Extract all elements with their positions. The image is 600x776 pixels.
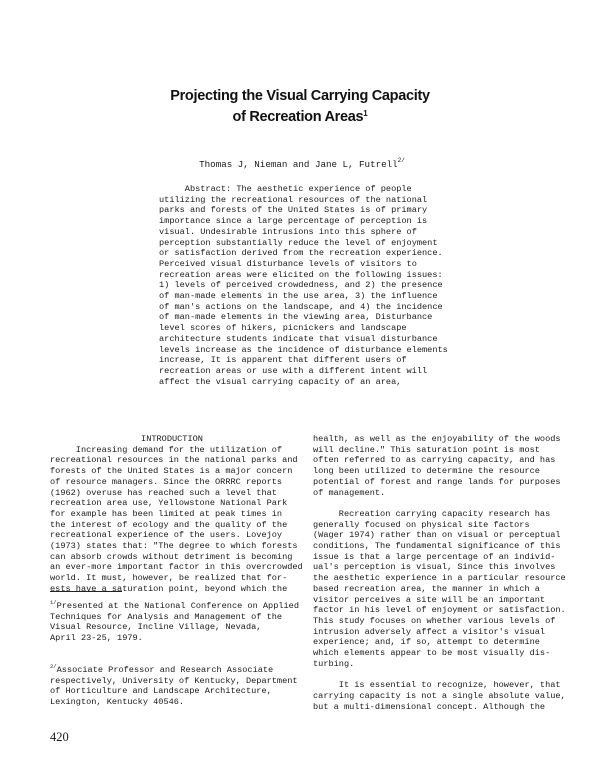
body-line: turbing. [313,658,355,669]
introduction-line: recreation area use, Yellowstone National Park [50,498,288,509]
footnote-2 [50,662,312,708]
abstract-line: increase, It is apparent that different users of [159,355,407,366]
footnote-1-line-1: Techniques for Analysis and Management of the [50,611,283,622]
right-paragraph-3 [313,680,566,712]
introduction-line: of resource managers. Since the ORRRC reports [50,476,283,487]
body-line: generally focused on physical site factors [313,519,530,530]
body-line: experience; and, if so, attempt to determine [313,637,540,648]
abstract-line: Perceived visual disturbance levels of visitors to [159,258,417,269]
footnote-2-first-line [50,662,312,676]
right-column [313,434,566,712]
footnote-1 [50,598,312,644]
footnotes [50,598,312,708]
body-line: issue is that a large percentage of an individ- [313,551,556,562]
footnote-1-line-0: Presented at the National Conference on Applied [56,601,299,611]
body-line: carrying capacity is not a single absolute value, [313,690,566,701]
abstract-line: perception substantially reduce the level of enjoyment [159,237,438,248]
abstract-line: or satisfaction derived from the recreation experience. [159,248,443,259]
footnote-2-line-2: of Horticulture and Landscape Architecture, [50,686,272,697]
footnote-divider [50,591,122,592]
introduction-line: ests have a saturation point, beyond which the [50,583,288,594]
introduction-line: (1962) overuse has reached such a level that [50,487,277,498]
body-line: the aesthetic experience in a particular resource [313,573,566,584]
body-line: factor in his level of enjoyment or satisfaction. [313,605,566,616]
title-line-2-text: of Recreation Areas [232,109,364,125]
body-line: will decline." This saturation point is most [313,444,540,455]
author-names: Thomas J, Nieman and Jane L, Futrell [199,159,398,170]
abstract-line: recreation areas were elicited on the following issues: [159,269,443,280]
introduction-line: recreational resources in the national parks and [50,455,298,466]
title-footnote-mark: 1 [363,109,368,118]
footnote-2-mark: 2/ [50,662,57,670]
abstract-line: architecture students indicate that visual disturbance [159,333,438,344]
body-line: It is essential to recognize, however, that [313,680,561,691]
introduction-line: (1973) states that: "The degree to which forests [50,541,298,552]
abstract-line: affect the visual carrying capacity of an area, [159,376,402,387]
abstract-line: importance since a large percentage of perception is [159,216,428,227]
footnote-1-line-3: April 23-25, 1979. [50,633,143,644]
body-line: This study focuses on whether various levels of [313,615,556,626]
page-number: 420 [50,730,69,744]
title-line-1: Projecting the Visual Carrying Capacity [170,88,430,104]
right-paragraph-2 [313,508,566,670]
author-line [0,155,600,171]
introduction-line: the interest of ecology and the quality of the [50,519,288,530]
body-line: (Wager 1974) rather than on visual or perceptual [313,530,561,541]
paper-title [0,88,600,126]
body-line: of management. [313,487,386,498]
introduction-line: world. It must, however, be realized that for- [50,573,288,584]
abstract-line: utilizing the recreational resources of the national [159,194,428,205]
abstract-line: recreation areas or use with a different intent will [159,365,428,376]
title-line-2 [0,105,600,126]
footnote-1-first-line [50,598,312,612]
paragraph-spacer [313,498,563,509]
footnote-1-mark: 1/ [50,599,57,606]
footnote-1-line-2: Visual Resource, Incline Village, Nevada, [50,622,262,633]
body-line: but a multi-dimensional concept. Although the [313,701,546,712]
abstract-line: of man-made elements in the viewing area, Disturbance [159,312,433,323]
body-line: which elements appear to be most visually dis- [313,648,551,659]
introduction-line: can absorb crowds without detriment is becoming [50,551,293,562]
abstract-line: level scores of hikers, picnickers and landscape [159,323,407,334]
abstract-line: parks and forests of the United States is of primary [159,205,428,216]
body-line: Recreation carrying capacity research has [313,508,551,519]
abstract-line: of man-made elements in the use area, 3) the influence [159,291,438,302]
introduction-line: forests of the United States is a major concern [50,466,293,477]
body-line: intrusion adversely affect a visitor's visual [313,626,546,637]
body-line: visitor perceives a site will be an important [313,594,546,605]
introduction-paragraph [50,445,310,595]
body-line: long been utilized to determine the resource [313,466,540,477]
body-line: health, as well as the enjoyability of the woods [313,434,561,444]
section-heading-introduction: INTRODUCTION [141,434,203,444]
abstract [159,184,459,387]
paragraph-spacer [313,669,563,680]
footnote-2-line-3: Lexington, Kentucky 40546. [50,696,185,707]
left-column [50,434,310,595]
footnote-2-line-1: respectively, University of Kentucky, Department [50,675,298,686]
body-line: based recreation area, the manner in which a [313,583,540,594]
abstract-line: levels increase as the incidence of disturbance elements [159,344,448,355]
body-line: conditions, The fundamental significance of this [313,541,561,552]
footnote-2-line-0: Associate Professor and Research Associate [56,664,274,675]
abstract-line: of man's actions on the landscape, and 4) the incidence [159,301,443,312]
body-line: often referred to as carrying capacity, and has [313,455,556,466]
abstract-line: 1) levels of perceived crowdedness, and 2) the presence [159,280,443,291]
right-paragraph-1 [313,434,563,498]
introduction-line: an ever-more important factor in this overcrowded [50,562,303,573]
introduction-line: for example has been limited at peak times in [50,508,283,519]
introduction-line: recreational experience of the users. Lovejoy [50,530,283,541]
introduction-line: Increasing demand for the utilization of [50,444,283,455]
author-footnote-mark: 2/ [397,157,405,164]
abstract-line: visual. Undesirable intrusions into this sphere of [159,226,417,237]
body-line: ual's perception is visual, Since this involves [313,562,556,573]
abstract-line: Abstract: The aesthetic experience of people [159,184,412,194]
body-line: potential of forest and range lands for purposes [313,476,561,487]
